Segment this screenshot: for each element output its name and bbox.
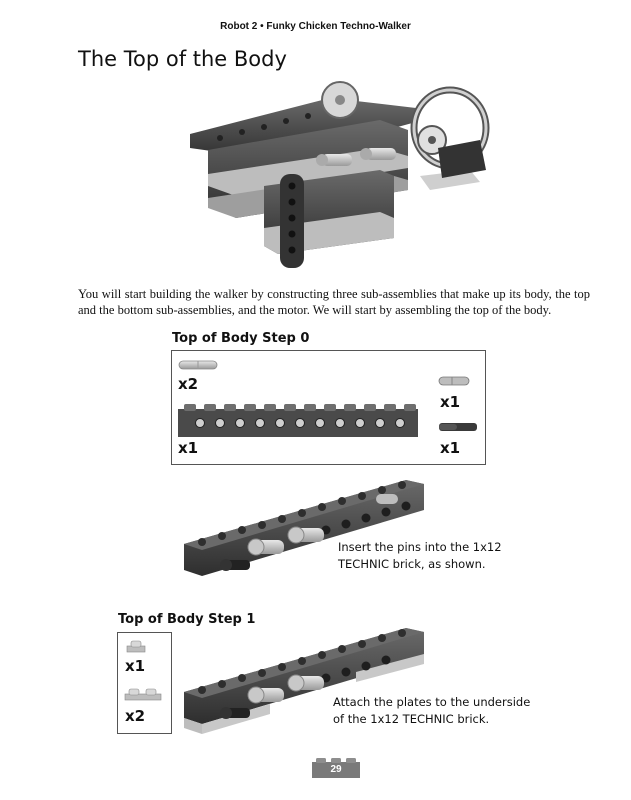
axle-pin-part-icon [438,421,478,433]
long-pin-part-icon [178,359,218,371]
plate-1x1-part-icon [126,639,146,653]
short-pin-part-icon [438,375,470,387]
step0-caption-line2: TECHNIC brick, as shown. [338,557,486,571]
step1-parts-box [117,632,172,734]
running-header: Robot 2 • Funky Chicken Techno-Walker [220,21,411,32]
plate-1x1-qty: x1 [125,657,146,675]
page-title: The Top of the Body [78,47,287,71]
step1-heading: Top of Body Step 1 [118,612,256,627]
short-pin-qty: x1 [440,393,461,411]
assembled-body-illustration [180,78,500,270]
technic-brick-part-icon [178,403,418,437]
intro-paragraph: You will start building the walker by constructing three sub-assemblies that make up its body, the top and the bottom sub-assemblies, and the motor. We will start by assembling the top of the body. [78,287,590,317]
plate-1x2-part-icon [124,687,162,701]
step0-caption [338,539,502,573]
long-pin-qty: x2 [178,375,199,393]
plate-1x2-qty: x2 [125,707,146,725]
step0-parts-box [171,350,486,465]
step1-caption-line2: of the 1x12 TECHNIC brick. [333,712,490,726]
step0-heading: Top of Body Step 0 [172,331,310,346]
page-number: 29 [330,764,342,775]
step1-caption [333,694,530,728]
technic-brick-qty: x1 [178,439,199,457]
step0-caption-line1: Insert the pins into the 1x12 [338,540,502,554]
axle-pin-qty: x1 [440,439,461,457]
step1-caption-line1: Attach the plates to the underside [333,695,531,709]
